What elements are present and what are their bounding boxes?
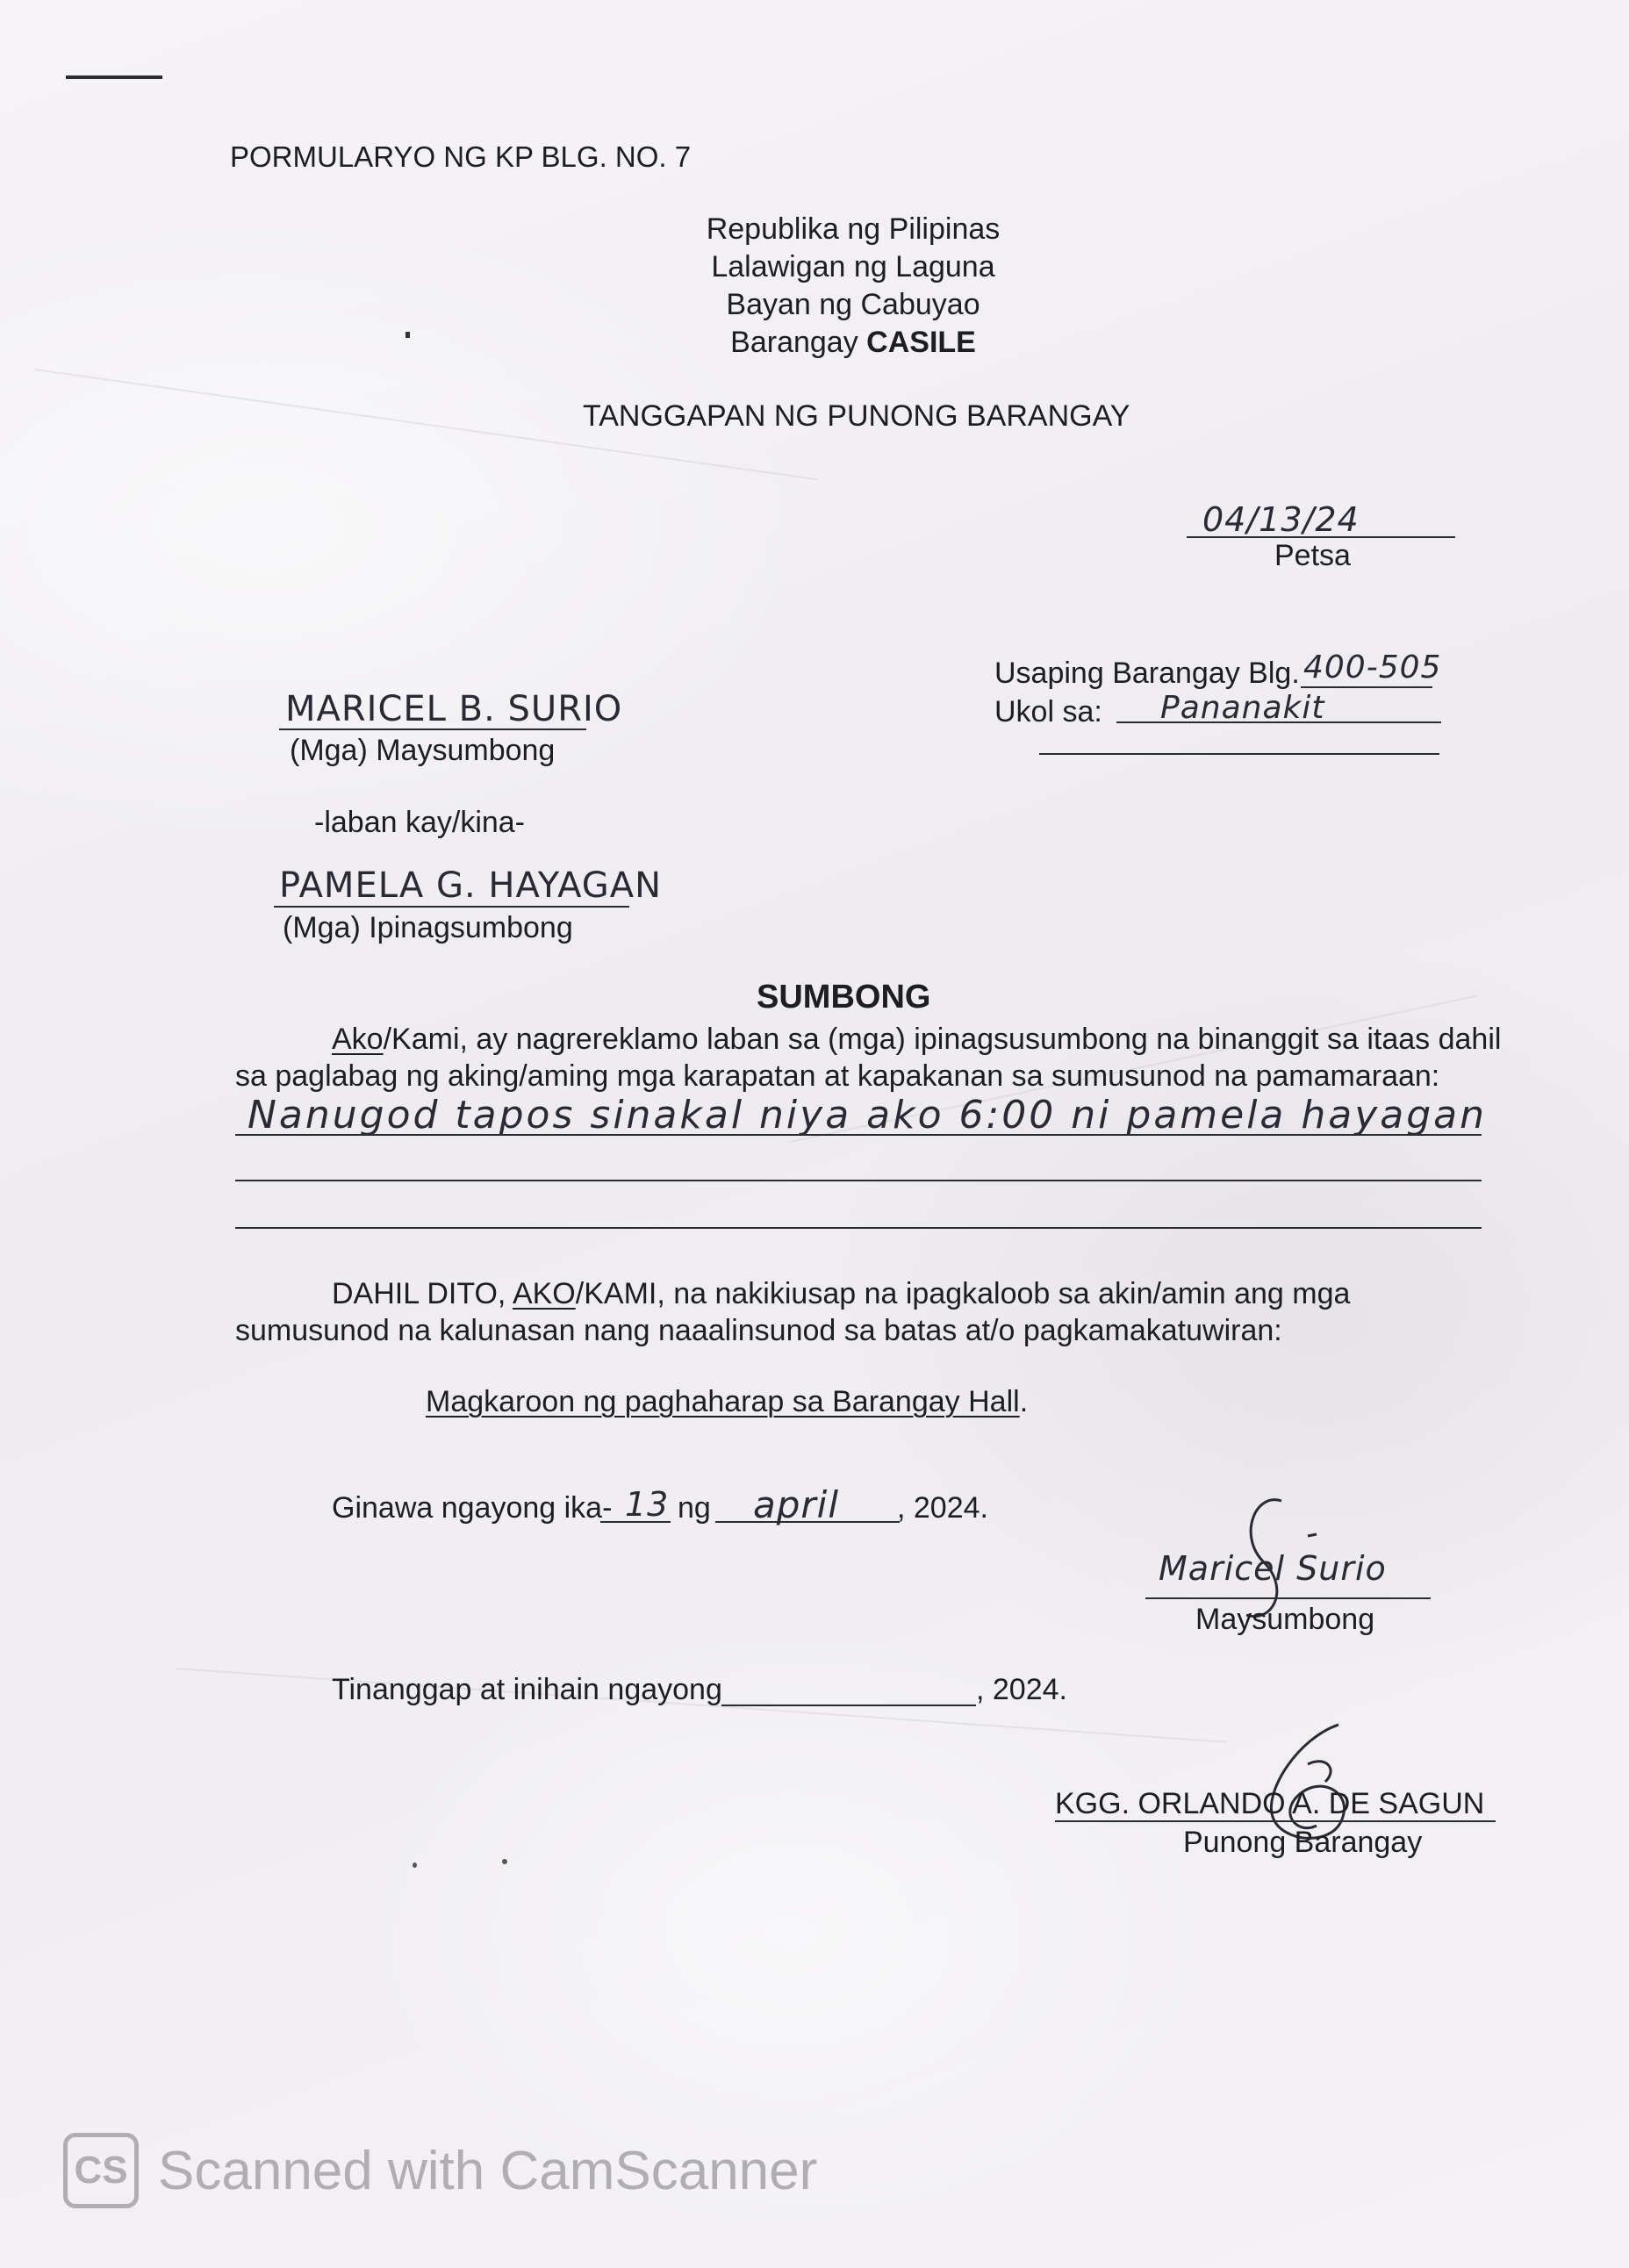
received-line (721, 1705, 976, 1706)
made-month-line (715, 1521, 900, 1523)
official-title: Punong Barangay (1183, 1826, 1423, 1859)
form-number: PORMULARYO NG KP BLG. NO. 7 (230, 140, 692, 173)
details-line-3 (235, 1227, 1482, 1229)
made-day: 13 (625, 1485, 670, 1524)
ako-underlined: Ako (332, 1023, 384, 1056)
camscanner-text: Scanned with CamScanner (158, 2140, 818, 2201)
complaint-title: SUMBONG (757, 979, 931, 1016)
barangay-name: CASILE (866, 326, 976, 359)
respondent-label: (Mga) Ipinagsumbong (283, 911, 573, 944)
subject-label: Ukol sa: (994, 695, 1102, 728)
header-barangay: Barangay CASILE (730, 326, 976, 359)
respondent-name: PAMELA G. HAYAGAN (279, 865, 663, 906)
versus-text: -laban kay/kina- (314, 806, 526, 839)
camscanner-logo-icon: CS (63, 2133, 139, 2208)
relief-line2: sumusunod na kalunasan nang naaalinsunod sa batas at/o pagkamakatuwiran: (235, 1314, 1282, 1347)
relief-line1: DAHIL DITO, AKO/KAMI, na nakikiusap na ipagkaloob sa akin/amin ang mga (332, 1277, 1351, 1310)
case-number-value: 400-505 (1303, 650, 1442, 685)
subject-line-2 (1039, 753, 1439, 755)
corner-mark (66, 75, 162, 79)
complainant-signature: Maricel Surio (1159, 1549, 1387, 1588)
complaint-intro-line1: Ako/Kami, ay nagrereklamo laban sa (mga) ipinagsusumbong na binanggit sa itaas dahil (332, 1023, 1502, 1056)
made-prefix: Ginawa ngayong ika- (332, 1491, 613, 1525)
subject-value: Pananakit (1160, 690, 1325, 726)
relief-request: Magkaroon ng paghaharap sa Barangay Hall. (426, 1385, 1029, 1418)
header-republic: Republika ng Pilipinas (706, 212, 1001, 246)
made-day-line (600, 1521, 671, 1523)
made-ng: ng (678, 1491, 711, 1525)
details-line-2 (235, 1180, 1482, 1181)
header-province: Lalawigan ng Laguna (711, 250, 995, 284)
camscanner-watermark (63, 2133, 817, 2208)
official-name: KGG. ORLANDO A. DE SAGUN (1055, 1787, 1485, 1820)
letterhead (590, 211, 1116, 362)
complaint-intro-line2: sa paglabag ng aking/aming mga karapatan at kapakanan sa sumusunod na pamamaraan: (235, 1059, 1440, 1093)
scan-speck (405, 332, 410, 338)
subject-line (1116, 721, 1441, 723)
office-title: TANGGAPAN NG PUNONG BARANGAY (583, 399, 1130, 433)
received-prefix: Tinanggap at inihain ngayong (332, 1673, 722, 1706)
complainant-signature-line (1145, 1597, 1431, 1599)
ako-caps-underlined: AKO (512, 1277, 576, 1310)
received-year: , 2024. (976, 1673, 1067, 1706)
scan-speck (413, 1862, 417, 1868)
complaint-details: Nanugod tapos sinakal niya ako 6:00 ni pamela hayagan (248, 1093, 1488, 1138)
complainant-label: (Mga) Maysumbong (290, 734, 556, 767)
complainant-name: MARICEL B. SURIO (285, 689, 623, 729)
case-number-label: Usaping Barangay Blg. (994, 657, 1300, 690)
case-number-line (1301, 686, 1432, 688)
header-municipality: Bayan ng Cabuyao (726, 288, 980, 321)
made-month: april (753, 1483, 840, 1526)
date-value: 04/13/24 (1202, 500, 1360, 539)
complainant-line (279, 728, 586, 730)
respondent-line (274, 906, 629, 908)
scan-speck (502, 1859, 507, 1864)
date-label: Petsa (1274, 539, 1351, 572)
official-name-line (1055, 1820, 1496, 1822)
details-line-1 (235, 1134, 1482, 1136)
complainant-signature-label: Maysumbong (1195, 1603, 1375, 1636)
made-year: , 2024. (897, 1491, 988, 1525)
date-line (1187, 536, 1455, 538)
